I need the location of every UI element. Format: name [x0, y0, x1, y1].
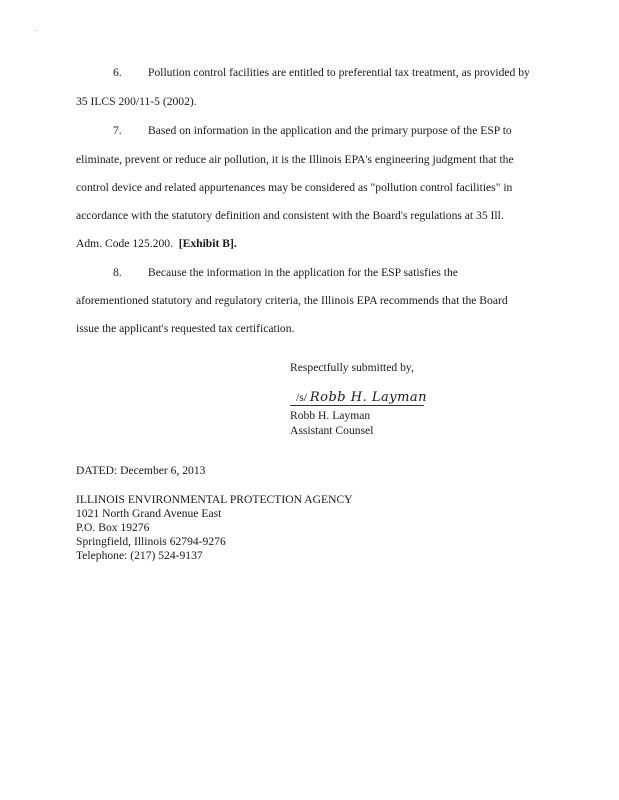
dated-line: DATED: December 6, 2013	[76, 464, 206, 477]
exhibit-reference: [Exhibit B].	[178, 237, 237, 250]
signer-name: Robb H. Layman	[290, 409, 371, 422]
paragraph-7-line: accordance with the statutory definition and consistent with the Board's regulations at 35 Ill.	[76, 209, 504, 222]
paragraph-8-line: issue the applicant's requested tax certification.	[76, 322, 295, 335]
paragraph-7-text: Adm. Code 125.200.	[76, 237, 173, 250]
paragraph-8-number: 8.	[113, 266, 122, 279]
signer-title: Assistant Counsel	[290, 424, 374, 437]
paragraph-7-line: Based on information in the application and the primary purpose of the ESP to	[148, 124, 512, 137]
paragraph-6-line: 35 ILCS 200/11-5 (2002).	[76, 95, 197, 108]
signature-script: Robb H. Layman	[309, 390, 428, 405]
paragraph-7-number: 7.	[113, 124, 122, 137]
agency-address-line: Springfield, Illinois 62794-9276	[76, 535, 226, 548]
paragraph-6-number: 6.	[113, 66, 122, 79]
agency-telephone: Telephone: (217) 524-9137	[76, 549, 203, 562]
agency-address-line: 1021 North Grand Avenue East	[76, 507, 222, 520]
scan-mark	[36, 30, 37, 31]
signature-prefix: /s/	[296, 391, 307, 404]
agency-address-line: P.O. Box 19276	[76, 521, 150, 534]
paragraph-8-line: Because the information in the application for the ESP satisfies the	[148, 266, 458, 279]
signature-line	[290, 405, 424, 406]
signature-block	[296, 390, 427, 406]
paragraph-8-line: aforementioned statutory and regulatory criteria, the Illinois EPA recommends that the Board	[76, 294, 508, 307]
paragraph-7-line: control device and related appurtenances may be considered as "pollution control facilities" in	[76, 181, 513, 194]
paragraph-6-line: Pollution control facilities are entitled to preferential tax treatment, as provided by	[148, 66, 530, 79]
paragraph-7-line: eliminate, prevent or reduce air pollution, it is the Illinois EPA's engineering judgment that the	[76, 153, 514, 166]
paragraph-7-line-last	[76, 237, 237, 251]
salutation: Respectfully submitted by,	[290, 361, 414, 374]
agency-name: ILLINOIS ENVIRONMENTAL PROTECTION AGENCY	[76, 493, 353, 506]
